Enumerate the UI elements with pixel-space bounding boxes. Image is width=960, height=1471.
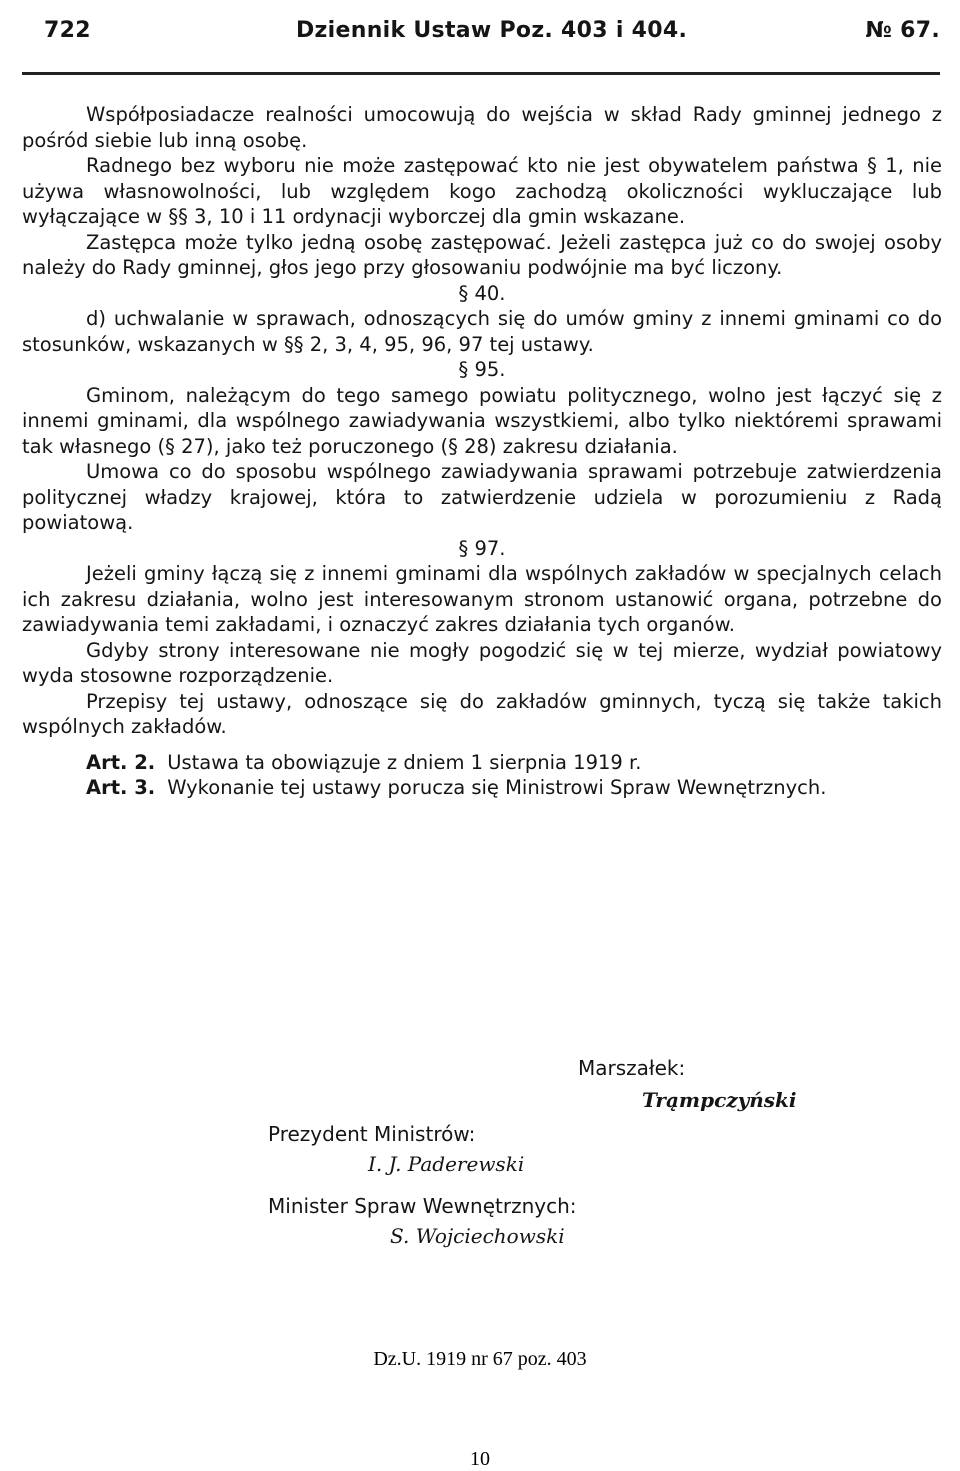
article-3: [22, 775, 942, 801]
header-journal-title: Dziennik Ustaw Poz. 403 i 404.: [296, 18, 688, 43]
paragraph-councillor-substitute: Radnego bez wyboru nie może zastępować kto nie jest obywatelem państwa § 1, nie używa własnowolności, lub względem kogo zachodzą okoliczności wykluczające lub wyłączające w §§ 3, 10 i 11 ordynacji wyborczej dla gmin wskazane.: [22, 154, 942, 228]
paragraph-substitute-vote: Zastępca może tylko jedną osobę zastępować. Jeżeli zastępca już co do swojej osoby należy do Rady gminnej, głos jego przy głosowaniu podwójnie ma być liczony.: [22, 230, 942, 279]
paragraph-joint-institutions: Jeżeli gminy łączą się z innemi gminami dla wspólnych zakładów w specjalnych celach ich zakresu działania, wolno jest interesowanym stronom ustanowić organa, potrzebne do zawiadywania temi zakładami, i oznaczyć zakres działania tych organów.: [22, 562, 942, 636]
section-heading-40: § 40.: [458, 281, 506, 305]
paragraph-municipal-union: Gminom, należącym do tego samego powiatu politycznego, wolno jest łączyć się z innemi gminami, dla wspólnego zawiadywania wszystkiemi, albo tylko niektóremi sprawami tak własnego (§ 27), jako też poruczonego (§ 28) zakresu działania.: [22, 383, 942, 458]
paragraph-section-40-d: d) uchwalanie w sprawach, odnoszących się do umów gminy z innemi gminami co do stosunków, wskazanych w §§ 2, 3, 4, 95, 96, 97 tej ustawy.: [22, 307, 942, 356]
paragraph-applicable-rules: Przepisy tej ustawy, odnoszące się do zakładów gminnych, tyczą się także takich wspólnych zakładów.: [22, 689, 942, 738]
header-issue-number: № 67.: [865, 18, 940, 43]
article-3-text: Wykonanie tej ustawy porucza się Ministrowi Spraw Wewnętrznych.: [167, 776, 827, 799]
section-heading-97: § 97.: [458, 536, 506, 560]
prime-minister-name: I. J. Paderewski: [368, 1152, 525, 1176]
paragraph-coowners: Współposiadacze realności umocowują do wejścia w skład Rady gminnej jednego z pośród siebie lub inną osobę.: [22, 103, 942, 152]
paragraph-union-approval: Umowa co do sposobu wspólnego zawiadywania sprawami potrzebuje zatwierdzenia politycznej władzy krajowej, która to zatwierdzenie udziela w porozumieniu z Radą powiatową.: [22, 460, 942, 534]
signature-block: [0, 1056, 960, 1256]
paragraph-disagreement: Gdyby strony interesowane nie mogły pogodzić się w tej mierze, wydział powiatowy wyda stosowne rozporządzenie.: [22, 638, 942, 687]
prime-minister-label: Prezydent Ministrów:: [268, 1122, 476, 1146]
document-reference: Dz.U. 1919 nr 67 poz. 403: [373, 1348, 587, 1370]
section-heading-95: § 95.: [458, 358, 506, 381]
interior-minister-label: Minister Spraw Wewnętrznych:: [268, 1194, 577, 1218]
article-3-label: Art. 3.: [86, 776, 156, 799]
article-2: [22, 750, 942, 776]
footer-page-number: 10: [470, 1448, 490, 1470]
header-rule: [22, 72, 940, 75]
marshal-label: Marszałek:: [578, 1056, 686, 1080]
article-2-text: Ustawa ta obowiązuje z dniem 1 sierpnia 1919 r.: [167, 750, 642, 774]
page-header: [44, 18, 940, 58]
marshal-name: Trąmpczyński: [642, 1088, 797, 1112]
article-2-label: Art. 2.: [86, 750, 156, 774]
header-page-number: 722: [44, 18, 91, 43]
document-body: [22, 102, 942, 801]
interior-minister-name: S. Wojciechowski: [390, 1224, 565, 1248]
